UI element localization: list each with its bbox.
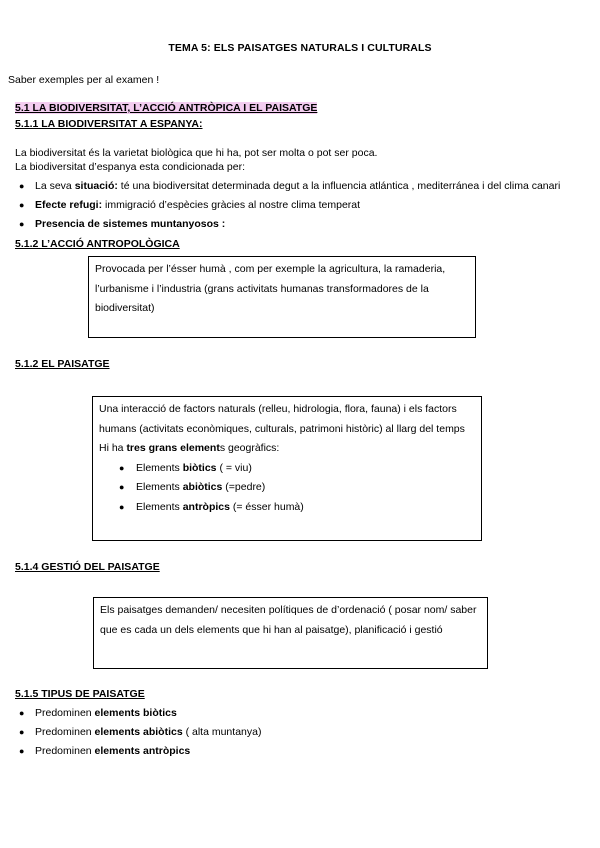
bullet-icon: ● (19, 181, 25, 191)
section-5-1-title: 5.1 LA BIODIVERSITAT, L’ACCIÓ ANTRÒPICA I EL PAISATGE (15, 102, 318, 114)
bullet-icon: ● (19, 219, 25, 229)
list-item: ● Predominen elements antròpics (19, 745, 191, 757)
anthropic-action-box: Provocada per l’ésser humà , com per exemple la agricultura, la ramaderia, l’urbanisme i l’industria (grans activitats humanas transformadores de la biodiversitat) (88, 256, 476, 338)
landscape-definition-box: Una interacció de factors naturals (relleu, hidrologia, flora, fauna) i els factors humans (activitats econòmiques, culturals, patrimoni històric) al llarg del temps Hi ha tres grans elements geogràfics: ● Elements biòtics ( = viu) ● Elements abiòtics (=pedre) ● Elements antròpics (= ésser humà) (92, 396, 482, 541)
section-5-1-2-anthropic-title: 5.1.2 L’ACCIÓ ANTROPOLÒGICA (15, 238, 180, 250)
bullet-icon: ● (119, 462, 125, 473)
bullet-icon: ● (19, 727, 25, 737)
document-title: TEMA 5: ELS PAISATGES NATURALS I CULTURALS (168, 42, 432, 54)
bullet-icon: ● (119, 501, 125, 512)
list-item: ● Elements abiòtics (=pedre) (99, 478, 475, 498)
biodiversity-definition: La biodiversitat és la varietat biològica que hi ha, pot ser molta o pot ser poca. (15, 147, 378, 159)
list-item: ● Presencia de sistemes muntanyosos : (19, 218, 226, 230)
bullet-icon: ● (119, 482, 125, 492)
elements-intro: Hi ha tres grans elements geogràfics: (99, 442, 280, 454)
biodiversity-conditions: La biodiversitat d’espanya esta condicionada per: (15, 161, 245, 173)
bullet-icon: ● (19, 200, 25, 210)
section-5-1-2-landscape-title: 5.1.2 EL PAISATGE (15, 358, 110, 370)
list-item: ● La seva situació: té una biodiversitat determinada degut a la influencia atlántica , mediterránea i del clima canari (19, 180, 561, 192)
section-5-1-1-title: 5.1.1 LA BIODIVERSITAT A ESPANYA: (15, 118, 203, 130)
list-item: ● Elements biòtics ( = viu) (99, 459, 475, 479)
list-item: ● Elements antròpics (= ésser humà) (99, 498, 475, 518)
section-5-1-4-title: 5.1.4 GESTIÓ DEL PAISATGE (15, 561, 160, 573)
list-item: ● Predominen elements biòtics (19, 707, 177, 719)
landscape-management-box: Els paisatges demanden/ necesiten polítiques de d’ordenació ( posar nom/ saber que es cada un dels elements que hi han al paisatge), planificació i gestió (93, 597, 488, 669)
list-item: ● Efecte refugi: immigració d’espècies gràcies al nostre clima temperat (19, 199, 361, 211)
bullet-icon: ● (19, 708, 25, 718)
list-item: ● Predominen elements abiòtics ( alta muntanya) (19, 726, 262, 738)
section-5-1-5-title: 5.1.5 TIPUS DE PAISATGE (15, 688, 145, 700)
bullet-icon: ● (19, 746, 25, 756)
exam-note: Saber exemples per al examen ! (8, 74, 160, 86)
